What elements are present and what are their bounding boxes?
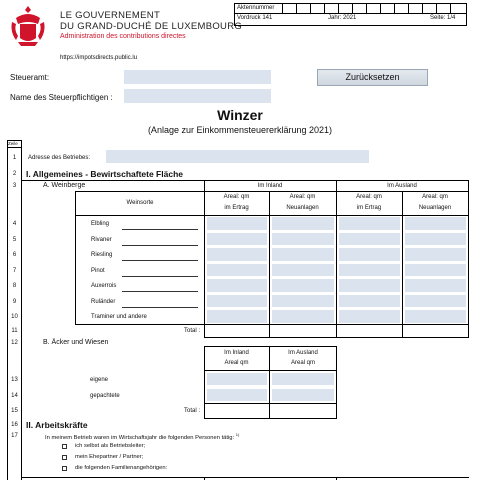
tax-office-label: Steueramt: <box>10 73 50 82</box>
row-number: 10 <box>11 314 18 320</box>
foreign-new-field[interactable] <box>405 264 466 277</box>
variety-name: Rivaner <box>91 236 112 243</box>
row-number: 16 <box>11 422 18 428</box>
row-number: 13 <box>11 377 18 383</box>
variety-underline <box>122 245 198 246</box>
domestic-new-field[interactable] <box>272 279 334 292</box>
business-address-label: Adresse des Betriebes: <box>28 155 91 161</box>
domestic-new-field[interactable] <box>272 248 334 261</box>
section-1-heading: I. Allgemeines - Bewirtschaftete Fläche <box>26 169 183 179</box>
vineyards-total-label: Total : <box>184 328 201 334</box>
column-header: Areal qm <box>224 360 249 366</box>
row-number: 14 <box>11 393 18 399</box>
person-checkbox[interactable] <box>62 455 67 460</box>
variety-underline <box>122 291 198 292</box>
fields-meadows-heading: B. Äcker und Wiesen <box>43 339 109 346</box>
person-checkbox[interactable] <box>62 444 67 449</box>
column-header: Neuanlagen <box>418 205 452 211</box>
column-header: Areal qm <box>290 360 315 366</box>
domestic-yield-field[interactable] <box>207 233 267 246</box>
variety-name: Riesling <box>91 252 113 258</box>
vineyards-heading: A. Weinberge <box>43 182 86 189</box>
column-header: Im Ausland <box>288 350 318 356</box>
foreign-yield-field[interactable] <box>339 233 400 246</box>
row-number: 5 <box>12 236 17 243</box>
domestic-yield-field[interactable] <box>207 264 267 277</box>
administration-name: Administration des contributions directes <box>60 33 186 40</box>
domestic-new-field[interactable] <box>272 264 334 277</box>
column-header: im Ertrag <box>356 205 382 211</box>
form-code: Vordruck 141 <box>237 15 273 21</box>
leased-land-foreign-field[interactable] <box>272 389 334 401</box>
domestic-new-field[interactable] <box>272 233 334 246</box>
workforce-intro-text: In meinem Betrieb waren im Wirtschaftsjahr die folgenden Personen tätig: <box>45 434 235 441</box>
row-number: 15 <box>11 408 18 414</box>
row-number: 11 <box>11 328 18 334</box>
row-number: 4 <box>12 221 17 227</box>
section-2-heading: II. Arbeitskräfte <box>26 420 88 430</box>
row-number: 6 <box>12 252 17 258</box>
fields-total-label: Total : <box>184 408 201 414</box>
domestic-header: Im Inland <box>257 183 283 189</box>
domestic-yield-field[interactable] <box>207 217 267 230</box>
foreign-new-field[interactable] <box>405 233 466 246</box>
page-title: Winzer <box>217 107 263 123</box>
row-number: 12 <box>11 340 18 346</box>
government-name-line2: DU GRAND-DUCHÉ DE LUXEMBOURG <box>60 21 243 32</box>
row-number: 17 <box>11 433 18 439</box>
foreign-new-field[interactable] <box>405 295 466 308</box>
own-land-label: eigene <box>90 377 109 383</box>
government-name-line1: LE GOUVERNEMENT <box>60 10 161 21</box>
column-header: Neuanlagen <box>286 205 319 211</box>
taxpayer-name-field[interactable] <box>124 89 271 103</box>
row-number: 2 <box>12 171 17 177</box>
person-checkbox[interactable] <box>62 466 67 471</box>
foreign-new-field[interactable] <box>405 279 466 292</box>
variety-underline <box>122 229 198 230</box>
foreign-new-field[interactable] <box>405 310 466 323</box>
variety-underline <box>122 307 198 308</box>
domestic-yield-field[interactable] <box>207 310 267 323</box>
file-number-label: Aktennummer <box>237 5 275 11</box>
column-header: Areal: qm <box>289 194 316 200</box>
website-url: https://impotsdirects.public.lu <box>60 55 138 61</box>
workforce-intro <box>45 432 239 441</box>
foreign-yield-field[interactable] <box>339 295 400 308</box>
variety-name: Elbling <box>91 221 110 227</box>
variety-name: Pinot <box>91 267 105 274</box>
row-number: 3 <box>12 183 17 189</box>
foreign-new-field[interactable] <box>405 248 466 261</box>
row-number-column <box>7 140 22 480</box>
foreign-yield-field[interactable] <box>339 264 400 277</box>
form-year: Jahr: 2021 <box>328 15 357 21</box>
foreign-yield-field[interactable] <box>339 310 400 323</box>
page-number: Seite: 1/4 <box>430 15 456 21</box>
domestic-yield-field[interactable] <box>207 279 267 292</box>
taxpayer-name-label: Name des Steuerpflichtigen : <box>10 93 113 102</box>
page-subtitle: (Anlage zur Einkommensteuererklärung 2021) <box>147 125 333 135</box>
business-address-field[interactable] <box>106 150 369 163</box>
row-number: 8 <box>12 283 17 289</box>
person-option-label: mein Ehepartner / Partner; <box>75 454 144 460</box>
foreign-yield-field[interactable] <box>339 279 400 292</box>
variety-name: Traminer und andere <box>91 314 147 320</box>
domestic-new-field[interactable] <box>272 295 334 308</box>
variety-header: Weinsorte <box>126 200 154 206</box>
coat-of-arms-logo <box>8 4 48 48</box>
foreign-yield-field[interactable] <box>339 248 400 261</box>
row-number: 1 <box>12 155 17 161</box>
variety-underline <box>122 276 198 277</box>
variety-underline <box>122 260 198 261</box>
column-header: Areal: qm <box>356 194 382 200</box>
person-option-label: ich selbst als Betriebsleiter; <box>75 443 146 449</box>
row-number: 7 <box>12 267 17 274</box>
own-land-foreign-field[interactable] <box>272 373 334 385</box>
column-header: Im Inland <box>224 350 249 356</box>
variety-name: Auxerrois <box>91 283 117 289</box>
domestic-yield-field[interactable] <box>207 295 267 308</box>
variety-name: Ruländer <box>91 298 116 305</box>
domestic-yield-field[interactable] <box>207 248 267 261</box>
own-land-domestic-field[interactable] <box>207 373 267 385</box>
footnote-marker: 1) <box>235 432 240 437</box>
leased-land-domestic-field[interactable] <box>207 389 267 401</box>
row-number-header: Zeile <box>8 141 18 146</box>
column-header: Areal: qm <box>422 194 448 200</box>
row-number: 9 <box>12 298 17 305</box>
person-option-label: die folgenden Familienangehörigen: <box>75 465 168 471</box>
foreign-yield-field[interactable] <box>339 217 400 230</box>
column-header: im Ertrag <box>224 205 249 211</box>
tax-office-field[interactable] <box>124 70 271 84</box>
foreign-header: Im Ausland <box>387 183 417 189</box>
column-header: Areal: qm <box>223 194 250 200</box>
foreign-new-field[interactable] <box>405 217 466 230</box>
leased-land-label: gepachtete <box>90 393 120 399</box>
domestic-new-field[interactable] <box>272 310 334 323</box>
reset-button[interactable]: Zurücksetzen <box>317 69 428 86</box>
domestic-new-field[interactable] <box>272 217 334 230</box>
